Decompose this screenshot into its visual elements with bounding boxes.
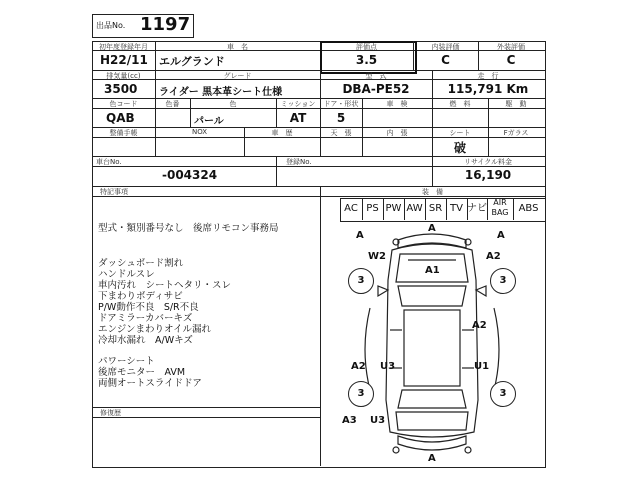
color-label: 色 xyxy=(229,100,237,108)
mileage-value: 115,791 Km xyxy=(447,82,529,96)
car-name-label: 車 名 xyxy=(227,43,248,51)
history-label: 車 歴 xyxy=(271,129,293,137)
color-value: パール xyxy=(194,116,224,127)
damage-a3: A3 xyxy=(342,415,357,426)
interior-label: 内装評価 xyxy=(431,43,460,51)
tire-front-left: 3 xyxy=(348,268,374,294)
color-code-label: 色コード xyxy=(109,100,138,108)
damage-u1: U1 xyxy=(474,361,490,372)
mission-label: ミッション xyxy=(280,100,316,108)
roof-shape xyxy=(404,310,460,386)
grade-label: グレード xyxy=(223,72,252,80)
equipment-item: AW xyxy=(404,198,426,220)
equipment-item: AIR BAG xyxy=(487,198,514,220)
equipment-item: AC xyxy=(340,198,363,220)
remarks-item: ドアミラーカバーキズ xyxy=(98,313,193,324)
fglass-label: Fガラス xyxy=(503,129,529,137)
roof-label: 天 張 xyxy=(330,129,352,137)
equipment-item: SR xyxy=(425,198,447,220)
equipment-item: TV xyxy=(446,198,468,220)
recycle-label: リサイクル料金 xyxy=(463,158,513,166)
lot-label: 出品No. xyxy=(96,21,126,30)
interior-value: C xyxy=(441,53,450,67)
car-diagram xyxy=(320,220,545,466)
equipment-item: PS xyxy=(362,198,384,220)
options-item: 両側オートスライドドア xyxy=(98,378,202,389)
remarks-item: 冷却水漏れ A/Wキズ xyxy=(98,335,193,346)
chassis-label: 車台No. xyxy=(96,158,122,166)
equipment-item: ナビ xyxy=(467,198,488,220)
damage-w2: W2 xyxy=(368,251,386,262)
right-mirror-shape xyxy=(476,286,486,296)
recycle-value: 16,190 xyxy=(464,168,512,182)
exterior-label: 外装評価 xyxy=(497,43,525,51)
exterior-value: C xyxy=(506,53,516,67)
mileage-label: 走 行 xyxy=(477,72,499,80)
displacement-value: 3500 xyxy=(104,82,138,96)
rear-bumper-shape xyxy=(398,436,466,450)
damage-a-top-left: A xyxy=(356,230,364,241)
damage-a-top-center: A xyxy=(428,223,436,234)
drive-label: 駆 動 xyxy=(505,100,527,108)
windshield-shape xyxy=(398,286,466,306)
grade-value: ライダー 黒本革シート仕様 xyxy=(159,87,283,98)
rear-window-shape xyxy=(398,390,466,408)
maintenance-label: 整備手帳 xyxy=(109,129,138,137)
interior-trim-label: 内 張 xyxy=(386,129,408,137)
seat-label: シート xyxy=(449,129,471,137)
lot-number: 1197 xyxy=(140,14,191,35)
mission-value: AT xyxy=(289,111,307,125)
fuel-label: 燃 料 xyxy=(449,100,471,108)
damage-a2-right: A2 xyxy=(472,320,487,331)
doors-value: 5 xyxy=(336,111,346,125)
damage-a-top-right: A xyxy=(497,230,505,241)
remarks-item: エンジンまわりオイル漏れ xyxy=(98,324,212,335)
doors-label: ドア・形状 xyxy=(323,100,359,108)
left-mirror-shape xyxy=(378,286,388,296)
damage-a2-top-right: A2 xyxy=(486,251,501,262)
score-value: 3.5 xyxy=(355,53,378,67)
remarks-item: ハンドルスレ xyxy=(98,269,155,280)
chassis-value: -004324 xyxy=(162,168,218,182)
year-reg-value: H22/11 xyxy=(100,53,148,67)
equipment-label: 装 備 xyxy=(422,188,443,196)
equipment-item: PW xyxy=(383,198,405,220)
tire-front-right: 3 xyxy=(490,268,516,294)
reg-no-label: 登録No. xyxy=(286,158,312,166)
tire-rear-right: 3 xyxy=(490,381,516,407)
damage-a-bottom: A xyxy=(428,453,436,464)
remarks-item: P/W動作不良 S/R不良 xyxy=(98,302,199,313)
remarks-label: 特記事項 xyxy=(100,188,128,196)
damage-a2-left: A2 xyxy=(351,361,366,372)
left-side-panel-shape xyxy=(365,308,370,390)
remarks-item: 車内汚れ シートヘタリ・スレ xyxy=(98,280,232,291)
seat-value: 破 xyxy=(453,141,466,155)
displacement-label: 排気量(cc) xyxy=(106,72,141,80)
tire-rear-left: 3 xyxy=(348,381,374,407)
equipment-item: ABS xyxy=(518,203,539,214)
damage-u3-bottom: U3 xyxy=(370,415,386,426)
options-item: パワーシート xyxy=(98,356,155,367)
tailgate-shape xyxy=(396,412,468,430)
nox-label: NOX xyxy=(191,128,208,136)
damage-u3-left: U3 xyxy=(380,361,396,372)
score-label: 評価点 xyxy=(356,43,377,51)
color-no-label: 色番 xyxy=(165,100,180,108)
model-value: DBA-PE52 xyxy=(342,82,410,96)
year-reg-label: 初年度登録年月 xyxy=(99,43,148,51)
color-code-value: QAB xyxy=(106,111,135,125)
model-label: 型 式 xyxy=(365,72,387,80)
remarks-item: ダッシュボード割れ xyxy=(98,258,184,269)
car-name-value: エルグランド xyxy=(159,55,225,68)
damage-a1: A1 xyxy=(425,265,440,276)
vehicle-label: 車 検 xyxy=(386,100,408,108)
options-item: 後席モニター AVM xyxy=(98,367,186,378)
remarks-item: 下まわりボディサビ xyxy=(98,291,183,302)
repair-label: 修復歴 xyxy=(100,409,121,417)
remarks-line1: 型式・類別番号なし 後席リモコン事務局 xyxy=(98,223,279,234)
